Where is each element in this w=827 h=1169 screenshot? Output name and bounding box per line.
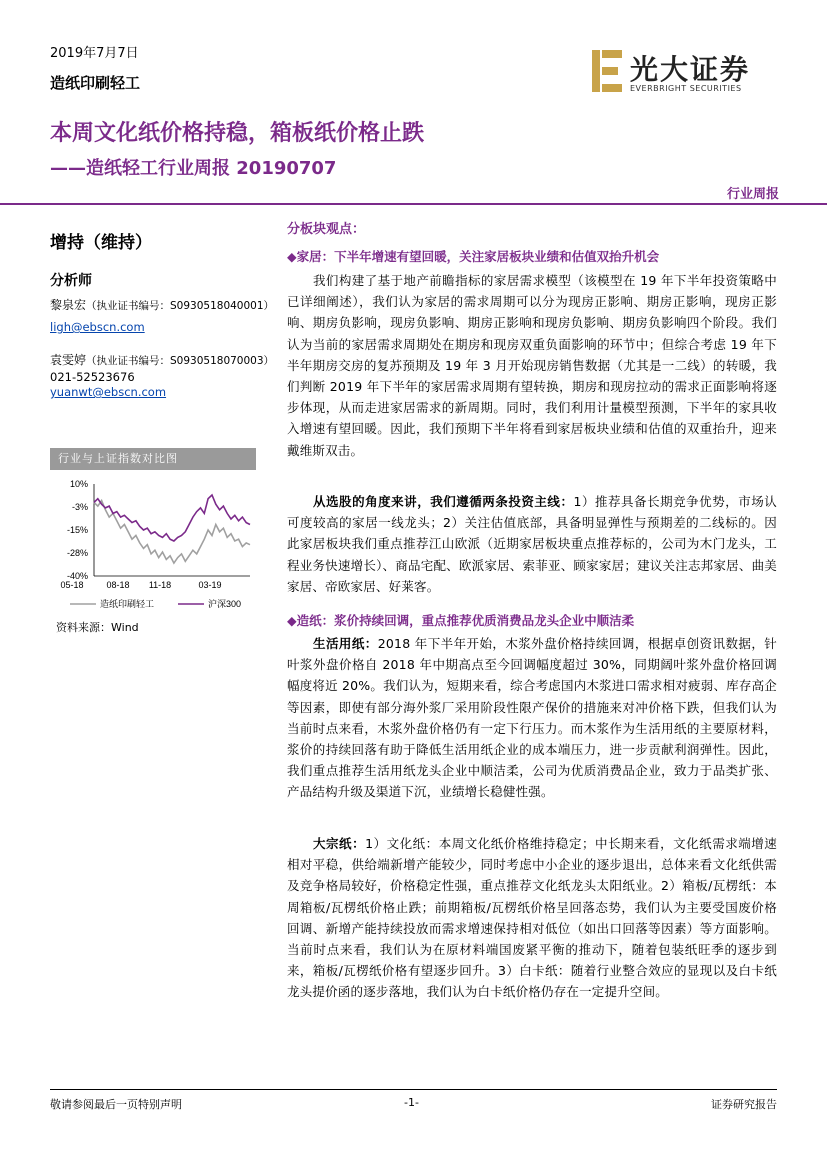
report-date: 2019年7月7日: [50, 46, 139, 61]
paragraph-lead: 大宗纸：: [313, 836, 366, 851]
sector-name: 造纸印刷轻工: [50, 74, 141, 92]
analyst-2-email[interactable]: [50, 385, 166, 399]
x-tick-label: 08-18: [106, 580, 130, 590]
series-line: [94, 501, 250, 563]
analyst-1-email[interactable]: [50, 320, 145, 334]
company-logo: [590, 48, 780, 96]
x-tick-label: 03-19: [198, 580, 222, 590]
x-tick-label: 05-18: [60, 580, 84, 590]
email-link[interactable]: ligh@ebscn.com: [50, 320, 145, 334]
analyst-name: 袁雯婷: [50, 353, 87, 367]
comparison-chart: [50, 448, 256, 613]
y-tick-label: 10%: [69, 479, 88, 489]
y-tick-label: -28%: [66, 548, 88, 558]
x-tick-label: 11-18: [148, 580, 172, 590]
analyst-cert: （执业证书编号：S0930518040001）: [86, 300, 275, 312]
y-tick-label: -15%: [66, 525, 88, 535]
footer-report-label: 证券研究报告: [711, 1098, 777, 1111]
y-tick-label: -3%: [71, 502, 88, 512]
paragraph-lead: 从选股的角度来讲，我们遵循两条投资主线：: [313, 494, 574, 509]
analyst-cert: （执业证书编号：S0930518070003）: [86, 355, 275, 367]
analyst-name: 黎泉宏: [50, 298, 87, 312]
analyst-2: [50, 353, 274, 368]
household-paragraph-2: [287, 491, 777, 597]
paragraph-text: 1）文化纸：本周文化纸价格维持稳定；中长期来看，文化纸需求端增速相对平稳，供给端新增产能较少，同时考虑中小企业的逐步退出，总体来看文化纸供需及竞争格局较好，价格稳定性强，重点推荐文化纸龙头太阳纸业。2）箱板/瓦楞纸：本周箱板/瓦楞纸价格止跌；前期箱板/瓦楞纸价格呈回落态势，我们认为主要受国废价格回调、新增产能持续投放而需求增速保持相对低位（如出口回落等因素）等方面影响。当前时点来看，我们认为在原材料端国废紧平衡的推动下，随着包装纸旺季的逐步到来，箱板/瓦楞纸价格有望逐步回升。3）白卡纸：随着行业整合效应的显现以及白卡纸龙头提价函的逐步落地，我们认为白卡纸价格仍存在一定提升空间。: [287, 836, 777, 1000]
paragraph-text: 1）推荐具备长期竞争优势，市场认可度较高的家居一线龙头；2）关注估值底部，具备明显弹性与预期差的二线标的。因此家居板块我们重点推荐江山欧派（近期家居板块重点推荐标的，公司为木门龙头，工程业务快速增长）、商品宅配、欧派家居、索菲亚、顾家家居；建议关注志邦家居、曲美家居、帝欧家居、好莱客。: [287, 494, 777, 594]
household-heading: ◆家居：下半年增速有望回暖，关注家居板块业绩和估值双抬升机会: [287, 249, 660, 264]
legend-label: 沪深300: [208, 599, 242, 609]
paragraph-text: 2018 年下半年开始，木浆外盘价格持续回调，根据卓创资讯数据，针叶浆外盘价格自 2018 年中期高点至今回调幅度超过 30%，同期阔叶浆外盘价格回调幅度将近 20%。我们认为，短期来看，综合考虑国内木浆进口需求相对疲弱、库存高企等因素，即使有部分海外浆厂采用阶段性限产保价的措施来对冲价格下跌，但我们认为当前时点来看，木浆外盘价格仍有一定下行压力。而木浆作为生活用纸的主要原材料，浆价的持续回落有助于降低生活用纸企业的成本端压力，进一步贡献利润弹性。因此，我们重点推荐生活用纸龙头企业中顺洁柔，公司为优质消费品企业，致力于品类扩张、产品结构升级及渠道下沉，业绩增长稳健性强。: [287, 636, 777, 800]
logo-chinese-name: 光大证券: [630, 53, 751, 86]
report-type: 行业周报: [726, 187, 779, 202]
analyst-2-phone: 021-52523676: [50, 370, 135, 384]
section-heading: 分板块观点：: [287, 222, 366, 237]
footer-disclaimer: 敬请参阅最后一页特别声明: [50, 1098, 182, 1111]
chart-title: 行业与上证指数对比图: [50, 448, 256, 470]
paper-paragraph-2: [287, 833, 777, 1003]
rating: 增持（维持）: [50, 233, 152, 253]
footer-divider: [50, 1089, 777, 1090]
paper-paragraph-1: [287, 633, 777, 803]
header-divider: [0, 203, 827, 205]
analyst-1: [50, 298, 274, 313]
chart-svg: [50, 470, 256, 613]
logo-icon: [590, 48, 626, 94]
page-number: -1-: [404, 1096, 419, 1109]
paper-heading: ◆造纸：浆价持续回调，重点推荐优质消费品龙头企业中顺洁柔: [287, 613, 635, 628]
report-subtitle: ——造纸轻工行业周报 20190707: [50, 158, 337, 179]
household-paragraph-1: [287, 270, 777, 461]
analyst-heading: 分析师: [50, 273, 92, 289]
chart-source: 资料来源：Wind: [56, 621, 139, 634]
legend-label: 造纸印刷轻工: [100, 599, 155, 609]
paragraph-lead: 生活用纸：: [313, 636, 378, 651]
report-title: 本周文化纸价格持稳，箱板纸价格止跌: [50, 121, 425, 146]
logo-english-name: EVERBRIGHT SECURITIES: [630, 84, 742, 93]
email-link[interactable]: yuanwt@ebscn.com: [50, 385, 167, 399]
y-tick-label: -40%: [66, 571, 88, 581]
paragraph-text: 我们构建了基于地产前瞻指标的家居需求模型（该模型在 19 年下半年投资策略中已详细阐述），我们认为家居的需求周期可以分为现房正影响、期房正影响，现房正影响、期房负影响，现房负影响、期房正影响和现房负影响、期房负影响四个阶段。我们认为当前的家居需求周期处在期房和现房双重负面影响的环节中；但综合考虑 19 年下半年期房交房的复苏预期及 19 年 3 月开始现房销售数据（尤其是一二线）的转暖，我们判断 2019 年下半年的家居需求周期有望转换，期房和现房拉动的需求正面影响将逐步体现，从而走进家居需求的新周期。同时，我们利用计量模型预测，下半年的家具收入增速有望回暖。因此，我们预期下半年将看到家居板块业绩和估值的双重抬升，迎来戴维斯双击。: [287, 273, 777, 458]
